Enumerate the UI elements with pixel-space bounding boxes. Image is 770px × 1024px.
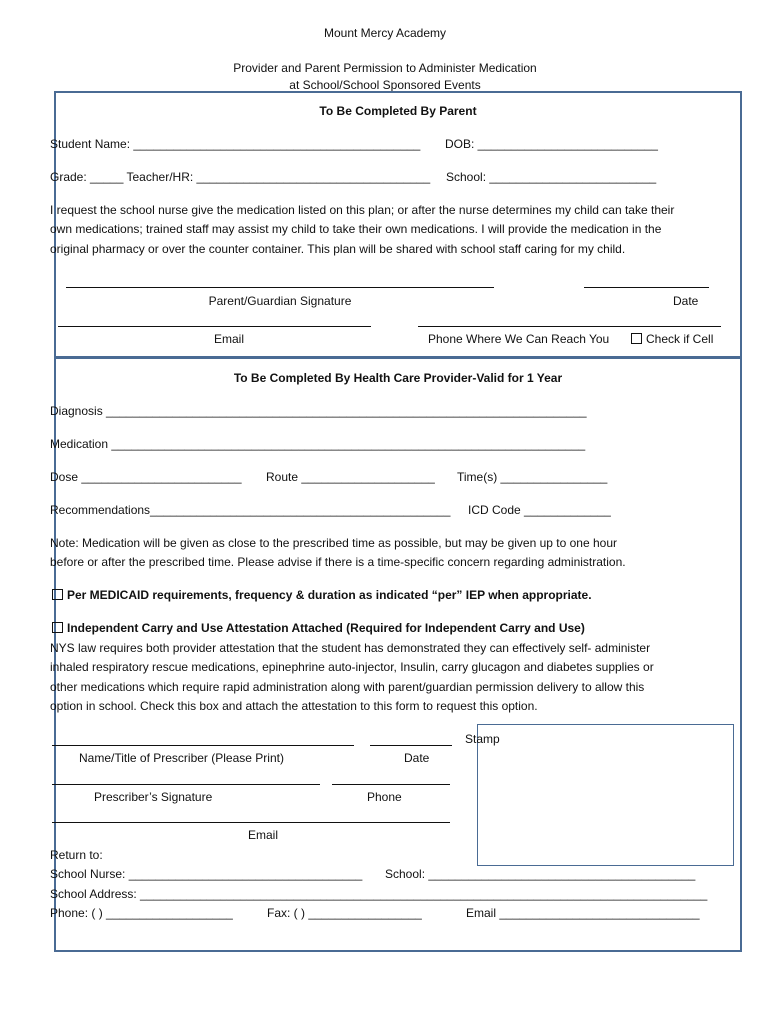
prescriber-name-label: Name/Title of Prescriber (Please Print)	[79, 751, 284, 765]
return-fax-field[interactable]: Fax: ( ) _________________	[267, 906, 422, 920]
parent-signature-label: Parent/Guardian Signature	[208, 294, 352, 308]
school-nurse-field[interactable]: School Nurse: ___________________________________	[50, 867, 363, 881]
parent-email-label: Email	[213, 332, 244, 346]
nys-law-text-line: NYS law requires both provider attestation that the student has demonstrated they can effectively self- administer	[50, 641, 651, 655]
dose-field[interactable]: Dose ________________________	[50, 470, 242, 484]
school-address-field[interactable]: School Address: _____________________________________________________________________________________	[50, 887, 708, 901]
parent-date-label: Date	[673, 294, 699, 308]
consent-text-line: own medications; trained staff may assist my child to take their own medications. I will provide the medication in the	[50, 222, 662, 236]
medicaid-label: Per MEDICAID requirements, frequency & duration as indicated “per” IEP when appropriate.	[67, 588, 592, 602]
dob-field[interactable]: DOB: ___________________________	[445, 137, 658, 151]
school-field[interactable]: School: _________________________	[446, 170, 657, 184]
prescriber-date-label: Date	[404, 751, 430, 765]
prescriber-phone-line[interactable]	[332, 784, 450, 785]
return-to-label: Return to:	[50, 848, 103, 862]
checkbox-icon[interactable]	[52, 622, 63, 633]
parent-signature-line[interactable]	[66, 287, 494, 288]
icd-code-field[interactable]: ICD Code _____________	[468, 503, 611, 517]
prescriber-signature-line[interactable]	[52, 784, 320, 785]
consent-text-line: original pharmacy or over the counter container. This plan will be shared with school staff caring for my child.	[50, 242, 626, 256]
note-text-line: before or after the prescribed time. Please advise if there is a time-specific concern regarding administration.	[50, 555, 626, 569]
parent-phone-label: Phone Where We Can Reach You	[428, 332, 610, 346]
parent-email-line[interactable]	[58, 326, 371, 327]
prescriber-name-line[interactable]	[52, 745, 354, 746]
return-phone-field[interactable]: Phone: ( ) ___________________	[50, 906, 233, 920]
prescriber-date-line[interactable]	[370, 745, 452, 746]
checkbox-icon[interactable]	[52, 589, 63, 600]
nys-law-text-line: inhaled respiratory rescue medications, epinephrine auto-injector, Insulin, carry glucagon and diabetes supplies or	[50, 660, 654, 674]
prescriber-phone-label: Phone	[367, 790, 402, 804]
route-field[interactable]: Route ____________________	[266, 470, 435, 484]
check-if-cell-label: Check if Cell	[646, 332, 714, 346]
grade-teacher-field[interactable]: Grade: _____ Teacher/HR: ___________________________________	[50, 170, 431, 184]
diagnosis-field[interactable]: Diagnosis ________________________________________________________________________	[50, 404, 587, 418]
recommendations-field[interactable]: Recommendations_____________________________________________	[50, 503, 451, 517]
form-title: Provider and Parent Permission to Administer Medication	[233, 61, 537, 75]
stamp-box[interactable]	[477, 724, 734, 866]
medication-field[interactable]: Medication _______________________________________________________________________	[50, 437, 586, 451]
consent-text-line: I request the school nurse give the medication listed on this plan; or after the nurse determines my child can take their	[50, 203, 675, 217]
independent-carry-label: Independent Carry and Use Attestation Attached (Required for Independent Carry and Use)	[67, 621, 585, 635]
independent-carry-option[interactable]	[52, 621, 585, 635]
note-text-line: Note: Medication will be given as close to the prescribed time as possible, but may be given up to one hour	[50, 536, 617, 550]
student-name-field[interactable]: Student Name: ___________________________________________	[50, 137, 421, 151]
return-school-field[interactable]: School: ________________________________________	[385, 867, 696, 881]
checkbox-icon[interactable]	[631, 333, 642, 344]
return-email-field[interactable]: Email ______________________________	[466, 906, 700, 920]
parent-section-heading: To Be Completed By Parent	[319, 104, 477, 118]
parent-phone-line[interactable]	[418, 326, 721, 327]
nys-law-text-line: other medications which require rapid administration along with parent/guardian permission delivery to allow this	[50, 680, 645, 694]
stamp-label: Stamp	[465, 732, 500, 746]
form-subtitle: at School/School Sponsored Events	[289, 78, 481, 92]
school-name: Mount Mercy Academy	[323, 26, 447, 40]
nys-law-text-line: option in school. Check this box and attach the attestation to this form to request this option.	[50, 699, 538, 713]
check-if-cell[interactable]	[631, 332, 713, 346]
parent-date-line[interactable]	[584, 287, 709, 288]
medicaid-option[interactable]	[52, 588, 592, 602]
prescriber-email-label: Email	[248, 828, 279, 842]
times-field[interactable]: Time(s) ________________	[457, 470, 608, 484]
prescriber-email-line[interactable]	[52, 822, 450, 823]
provider-section-heading: To Be Completed By Health Care Provider-Valid for 1 Year	[233, 371, 563, 385]
prescriber-signature-label: Prescriber’s Signature	[94, 790, 213, 804]
